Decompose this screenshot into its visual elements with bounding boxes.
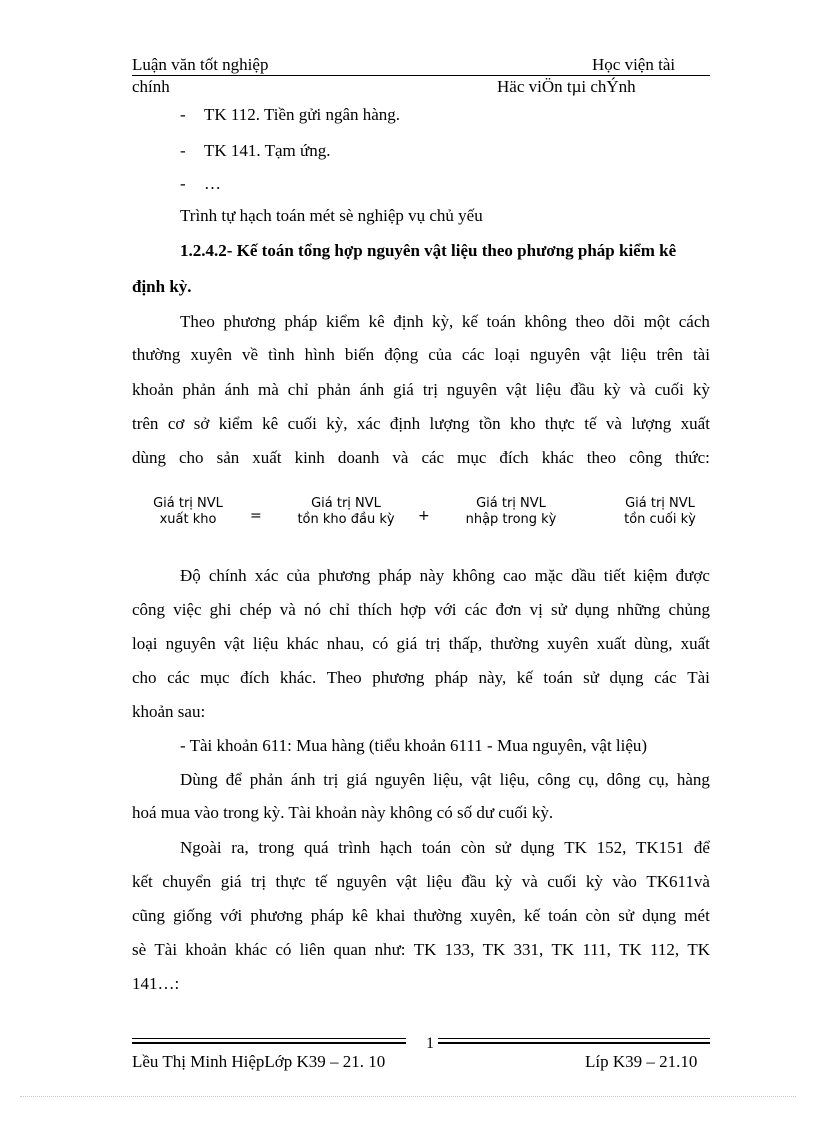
paragraph1-line: khoản phản ánh mà chỉ phản ánh giá trị nguyên vật liệu đầu kỳ và cuối kỳ (132, 380, 710, 399)
footer-rule-left (132, 1038, 406, 1039)
paragraph2-line: khoản sau: (132, 702, 206, 721)
header-subtitle-left: chính (132, 77, 170, 96)
paragraph1-line: Theo phương pháp kiểm kê định kỳ, kế toán không theo dõi một cách (180, 312, 710, 331)
paragraph4-line: cũng giống với phương pháp kê khai thường xuyên, kế toán còn sử dụng mét (132, 906, 710, 925)
page-bottom-border (20, 1096, 796, 1097)
header-subtitle-right: Häc viÖn tµi chÝnh (497, 77, 636, 96)
bullet-dash: - (180, 105, 186, 124)
formula-term-label: Giá trị NVL (311, 496, 381, 511)
bullet-text: TK 112. Tiền gửi ngân hàng. (204, 105, 401, 124)
paragraph1-line: thường xuyên về tình hình biến động của các loại nguyên vật liệu trên tài (132, 345, 710, 364)
formula-term-sublabel: tồn kho đầu kỳ (297, 512, 395, 527)
paragraph3-line: hoá mua vào trong kỳ. Tài khoản này không có số dư cuối kỳ. (132, 803, 554, 822)
paragraph2-line: Độ chính xác của phương pháp này không cao mặc dầu tiết kiệm được (180, 566, 710, 585)
header-title-right: Học viện tài (592, 55, 676, 74)
list-item (0, 174, 816, 198)
bullet-dash: - (180, 141, 186, 160)
formula-term-sublabel: tồn cuối kỳ (624, 512, 696, 527)
paragraph3-line: Dùng để phản ánh trị giá nguyên liệu, vật liệu, công cụ, dông cụ, hàng (180, 770, 710, 789)
intro-line: Trình tự hạch toán mét sè nghiệp vụ chủ yếu (180, 206, 483, 225)
paragraph1-line: trên cơ sở kiểm kê cuối kỳ, xác định lượng tồn kho thực tế và lượng xuất (132, 414, 710, 433)
paragraph2-line: công việc ghi chép và nó chỉ thích hợp với các đơn vị sử dụng những chủng (132, 600, 710, 619)
bullet-dash: - (180, 174, 186, 193)
paragraph2-line: loại nguyên vật liệu khác nhau, có giá trị thấp, thường xuyên xuất dùng, xuất (132, 634, 710, 653)
formula-term-output (138, 496, 238, 528)
footer-rule-right (438, 1042, 710, 1044)
formula-term-sublabel: nhập trong kỳ (465, 512, 557, 527)
formula-term-label: Giá trị NVL (153, 496, 223, 511)
plus-sign: + (418, 508, 430, 524)
bullet-text: TK 141. Tạm ứng. (204, 141, 331, 160)
formula-term-label: Giá trị NVL (476, 496, 546, 511)
section-heading-line2: định kỳ. (132, 277, 192, 296)
footer-author: Lều Thị Minh HiệpLớp K39 – 21. 10 (132, 1052, 386, 1071)
header-rule (132, 75, 710, 76)
footer-class: Líp K39 – 21.10 (585, 1052, 698, 1071)
formula-term-opening (283, 496, 409, 528)
paragraph4-line: kết chuyển giá trị thực tế nguyên vật liệu đầu kỳ và cuối kỳ vào TK611và (132, 872, 710, 891)
formula-term-label: Giá trị NVL (625, 496, 695, 511)
list-item (0, 105, 816, 129)
footer-rule-left (132, 1042, 406, 1044)
paragraph4-line: 141…: (132, 974, 180, 993)
equals-sign: = (250, 508, 262, 524)
paragraph4-line: Ngoài ra, trong quá trình hạch toán còn sử dụng TK 152, TK151 để (180, 838, 710, 857)
formula-term-closing (608, 496, 712, 528)
paragraph1-line: dùng cho sản xuất kinh doanh và các mục đích khác theo công thức: (132, 448, 710, 467)
paragraph2-line: cho các mục đích khác. Theo phương pháp này, kế toán sử dụng các Tài (132, 668, 710, 687)
footer-rule-right (438, 1038, 710, 1039)
bullet-text: … (204, 174, 221, 193)
header-title-left: Luận văn tốt nghiệp (132, 55, 269, 74)
section-heading-line1: 1.2.4.2- Kế toán tổng hợp nguyên vật liệu theo phương pháp kiểm kê (180, 241, 677, 260)
paragraph4-line: sè Tài khoản khác có liên quan như: TK 133, TK 331, TK 111, TK 112, TK (132, 940, 710, 959)
list-item (0, 141, 816, 165)
formula-term-input (452, 496, 570, 528)
formula-term-sublabel: xuất kho (159, 512, 217, 527)
account-line: - Tài khoản 611: Mua hàng (tiểu khoản 6111 - Mua nguyên, vật liệu) (180, 736, 648, 755)
page-number: 1 (426, 1035, 434, 1052)
